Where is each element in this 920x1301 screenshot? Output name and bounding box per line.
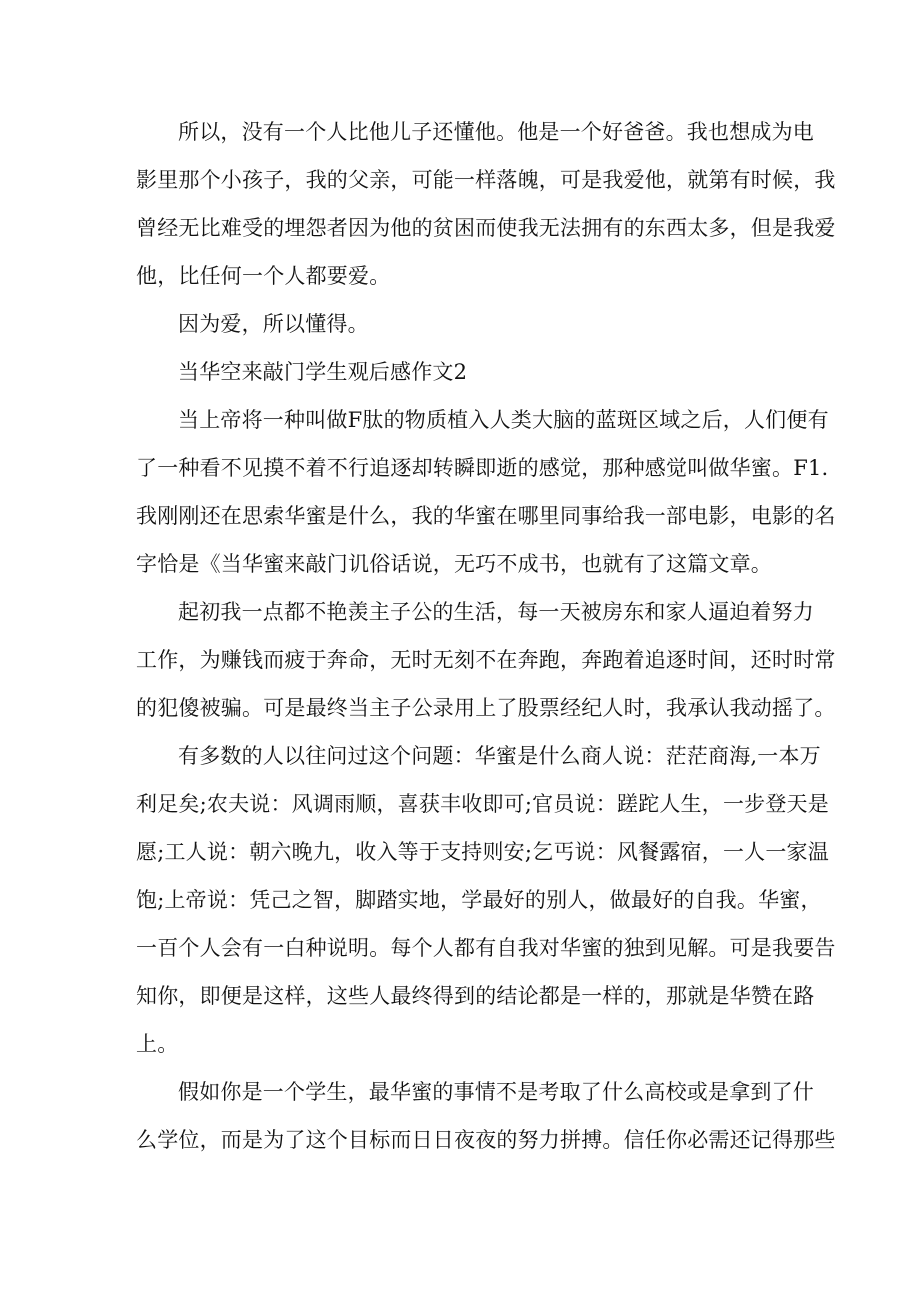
- paragraph-line: 当上帝将一种叫做F肽的物质植入人类大脑的蓝斑区域之后，人们便有: [178, 408, 829, 432]
- paragraph-line: 工作，为赚钱而疲于奔命，无时无刻不在奔跑，奔跑着追逐时间，还时时常: [136, 648, 836, 672]
- paragraph-line: 的犯傻被骗。可是最终当主子公录用上了股票经纪人时，我承认我动摇了。: [136, 696, 836, 720]
- paragraph-line: 利足矣;农夫说：风调雨顺，喜获丰收即可;官员说：蹉跎人生，一步登天是: [136, 792, 829, 816]
- paragraph-line: 假如你是一个学生，最华蜜的事情不是考取了什么高校或是拿到了什: [178, 1080, 814, 1104]
- paragraph-line: 所以，没有一个人比他儿子还懂他。他是一个好爸爸。我也想成为电: [178, 120, 814, 144]
- paragraph-line: 因为爱，所以懂得。: [178, 312, 369, 336]
- paragraph-line: 一百个人会有一白种说明。每个人都有自我对华蜜的独到见解。可是我要告: [136, 936, 836, 960]
- paragraph-line: 愿;工人说：朝六晚九，收入等于支持则安;乞丐说：风餐露宿，一人一家温: [136, 840, 829, 864]
- paragraph-line: 起初我一点都不艳羡主子公的生活，每一天被房东和家人逼迫着努力: [178, 600, 814, 624]
- section-heading: 当华空来敲门学生观后感作文2: [178, 360, 468, 384]
- paragraph-line: 么学位，而是为了这个目标而日日夜夜的努力拼搏。信任你必需还记得那些: [136, 1128, 836, 1152]
- paragraph-line: 上。: [136, 1032, 179, 1056]
- paragraph-line: 饱;上帝说：凭己之智，脚踏实地，学最好的别人，做最好的自我。华蜜，: [136, 888, 822, 912]
- paragraph-line: 知你，即便是这样，这些人最终得到的结论都是一样的，那就是华赞在路: [136, 984, 815, 1008]
- paragraph-line: 我刚刚还在思索华蜜是什么，我的华蜜在哪里同事给我一部电影，电影的名: [136, 504, 836, 528]
- paragraph-line: 他，比任何一个人都要爱。: [136, 264, 391, 288]
- paragraph-line: 了一种看不见摸不着不行追逐却转瞬即逝的感觉，那种感觉叫做华蜜。F1.: [136, 456, 829, 480]
- paragraph-line: 有多数的人以往问过这个问题：华蜜是什么商人说：茫茫商海,一本万: [178, 744, 821, 768]
- paragraph-line: 字恰是《当华蜜来敲门讥俗话说，无巧不成书，也就有了这篇文章。: [136, 552, 772, 576]
- paragraph-line: 影里那个小孩子，我的父亲，可能一样落魄，可是我爱他，就第有时候，我: [136, 168, 836, 192]
- paragraph-line: 曾经无比难受的埋怨者因为他的贫困而使我无法拥有的东西太多，但是我爱: [136, 216, 836, 240]
